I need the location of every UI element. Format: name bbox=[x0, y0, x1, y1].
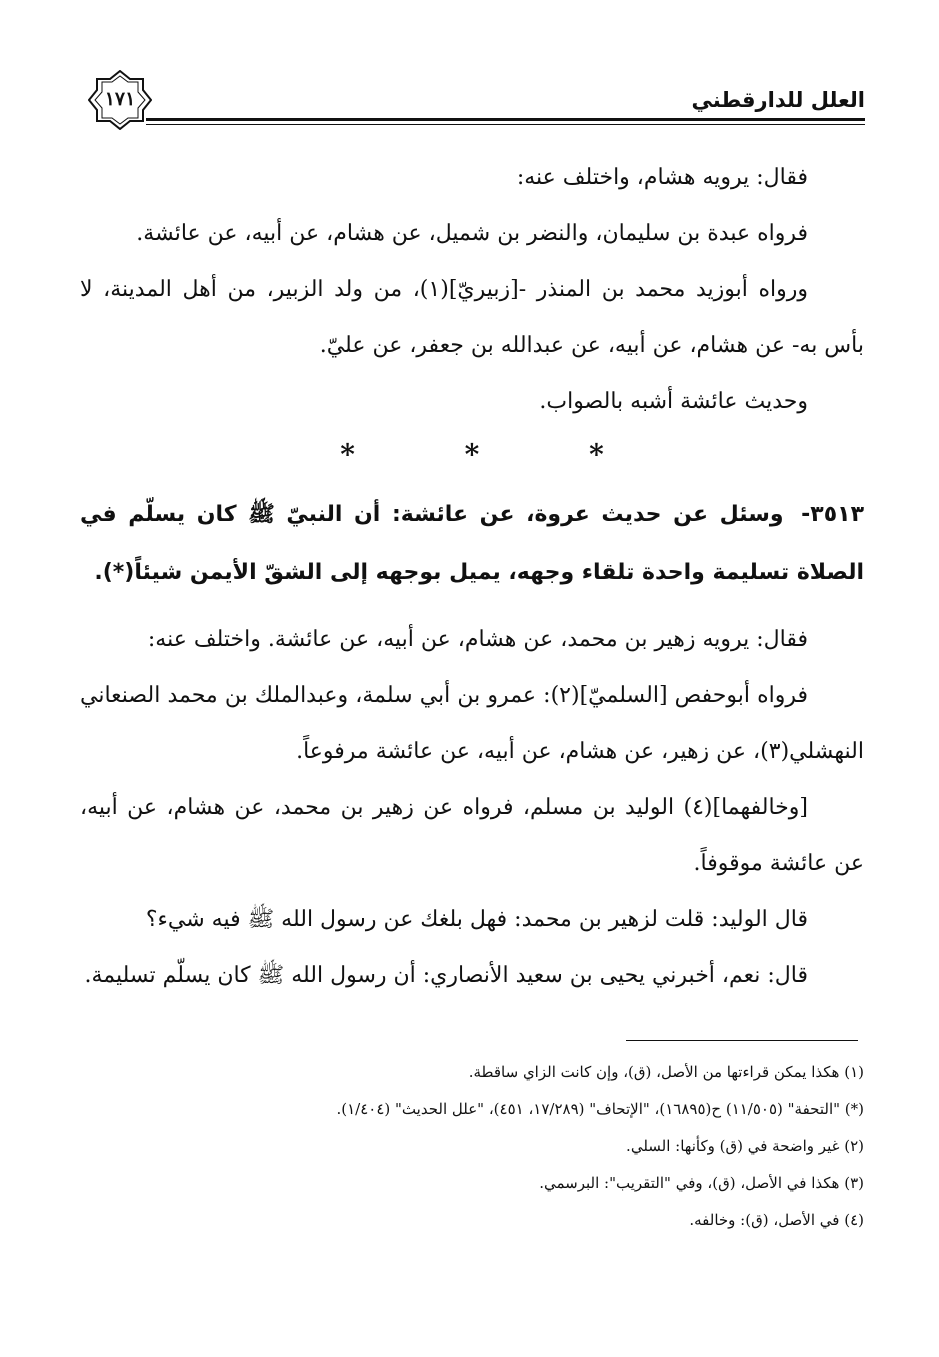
main-text bbox=[80, 150, 864, 1004]
footnote: (٢) غير واضحة في (ق) وكأنها: السلي. bbox=[626, 1137, 864, 1155]
header-rule-thin bbox=[146, 124, 865, 125]
section-separator: * * * bbox=[340, 438, 654, 471]
header-rule-thick bbox=[146, 118, 865, 121]
paragraph: قال: نعم، أخبرني يحيى بن سعيد الأنصاري: أن رسول الله ﷺ كان يسلّم تسليمة. bbox=[84, 963, 808, 988]
paragraph: فقال: يرويه زهير بن محمد، عن هشام، عن أبيه، عن عائشة. واختلف عنه: bbox=[147, 627, 808, 652]
footnotes bbox=[80, 1054, 864, 1239]
page-number-ornament bbox=[88, 70, 152, 130]
question-text: وسئل عن حديث عروة، عن عائشة: أن النبيّ ﷺ كان يسلّم في الصلاة تسليمة واحدة تلقاء وجهه، يميل بوجهه إلى الشقّ الأيمن شيئاً(*). bbox=[80, 502, 864, 585]
paragraph: وحديث عائشة أشبه بالصواب. bbox=[539, 389, 808, 414]
book-title: العلل للدارقطني bbox=[691, 88, 865, 112]
paragraph: قال الوليد: قلت لزهير بن محمد: فهل بلغك عن رسول الله ﷺ فيه شيء؟ bbox=[145, 907, 808, 932]
footnote: (*) "التحفة" (١١/٥٠٥) ح(١٦٨٩٥)، "الإتحاف" (١٧/٢٨٩، ٤٥١)، "علل الحديث" (١/٤٠٤). bbox=[336, 1100, 864, 1118]
footnote: (٣) هكذا في الأصل، (ق)، وفي "التقريب": البرسمي. bbox=[539, 1174, 864, 1192]
footnote: (١) هكذا يمكن قراءتها من الأصل، (ق)، وإن كانت الزاي ساقطة. bbox=[468, 1063, 864, 1081]
paragraph: فرواه أبوحفص [السلميّ](٢): عمرو بن أبي سلمة، وعبدالملك بن محمد الصنعاني النهشلي(٣)، عن زهير، عن هشام، عن أبيه، عن عائشة مرفوعاً. bbox=[80, 683, 864, 764]
footnote-separator bbox=[626, 1040, 858, 1041]
paragraph: فرواه عبدة بن سليمان، والنضر بن شميل، عن هشام، عن أبيه، عن عائشة. bbox=[136, 221, 808, 246]
paragraph: [وخالفهما](٤) الوليد بن مسلم، فرواه عن زهير بن محمد، عن هشام، عن أبيه، عن عائشة موقوفاً. bbox=[80, 795, 864, 876]
question-heading bbox=[80, 486, 864, 602]
paragraph: ورواه أبوزيد محمد بن المنذر -[زبيريّ](١)، من ولد الزبير، من أهل المدينة، لا بأس به- عن هشام، عن أبيه، عن عبدالله بن جعفر، عن عليّ. bbox=[80, 277, 864, 358]
paragraph: فقال: يرويه هشام، واختلف عنه: bbox=[516, 165, 808, 190]
running-header bbox=[88, 70, 865, 130]
footnote: (٤) في الأصل، (ق): وخالفه. bbox=[689, 1211, 864, 1229]
question-number: ٣٥١٣- bbox=[801, 502, 864, 527]
page-number: ١٧١ bbox=[104, 88, 136, 110]
